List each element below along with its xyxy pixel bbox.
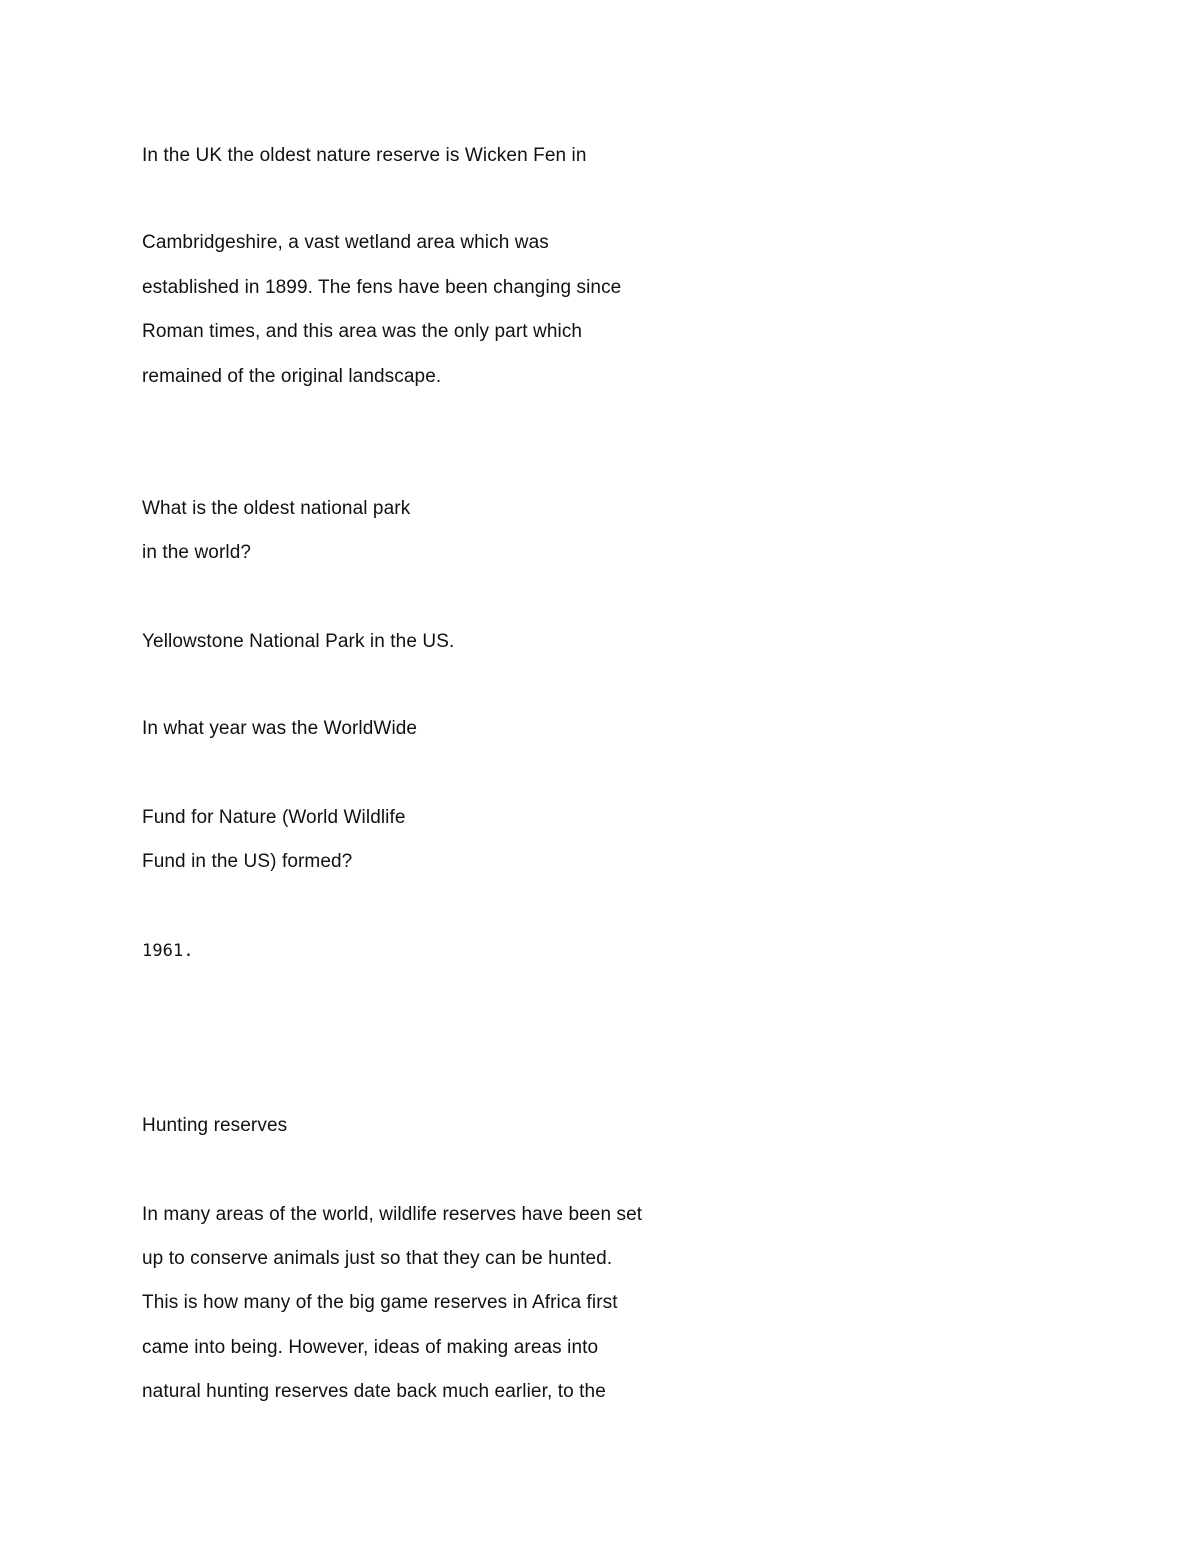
paragraph-line: In the UK the oldest nature reserve is Wicken Fen in <box>142 145 587 166</box>
paragraph-line: Cambridgeshire, a vast wetland area which was <box>142 232 549 253</box>
question-line: In what year was the WorldWide <box>142 718 418 739</box>
paragraph-line: came into being. However, ideas of making areas into <box>142 1337 599 1358</box>
paragraph-line: established in 1899. The fens have been changing since <box>142 277 622 298</box>
paragraph-line: In many areas of the world, wildlife reserves have been set <box>142 1204 643 1225</box>
paragraph-line: This is how many of the big game reserves in Africa first <box>142 1292 618 1313</box>
paragraph-line: up to conserve animals just so that they can be hunted. <box>142 1248 613 1269</box>
paragraph-line: remained of the original landscape. <box>142 366 442 387</box>
section-heading: Hunting reserves <box>142 1115 288 1136</box>
paragraph-line: Roman times, and this area was the only part which <box>142 321 583 342</box>
answer-line: 1961. <box>142 941 194 961</box>
paragraph-line: natural hunting reserves date back much earlier, to the <box>142 1381 606 1402</box>
question-line: What is the oldest national park <box>142 498 411 519</box>
question-line: Fund for Nature (World Wildlife <box>142 807 406 828</box>
answer-line: Yellowstone National Park in the US. <box>142 631 455 652</box>
question-line: Fund in the US) formed? <box>142 851 353 872</box>
question-line: in the world? <box>142 542 252 563</box>
